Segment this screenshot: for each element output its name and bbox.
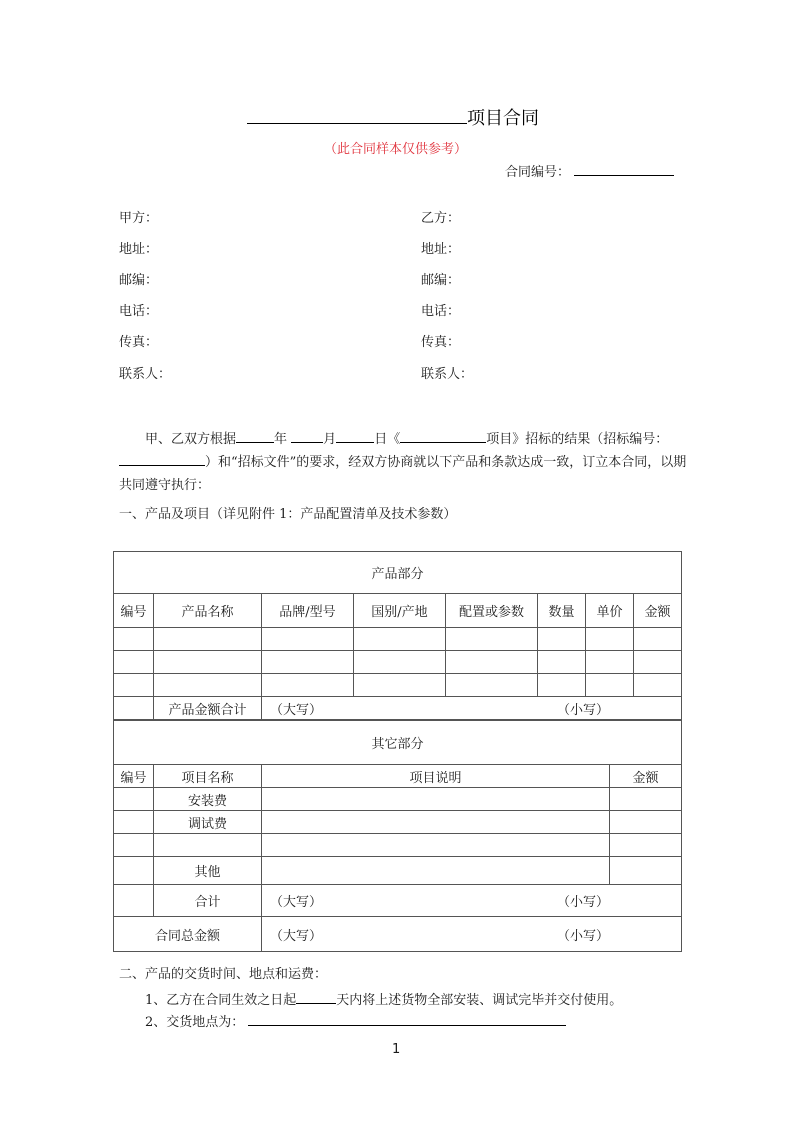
table-row: 调试费 [114,811,682,834]
party-b-contact: 联系人： [421,367,474,382]
section-2-heading: 二、产品的交货时间、地点和运费： [119,967,328,982]
party-a-label: 甲方： [119,211,159,226]
party-b-fax: 传真： [421,335,461,350]
table-row: 其他 [114,857,682,885]
project-name-blank[interactable] [247,123,467,124]
product-header-row: 编号 产品名称 品牌/型号 国别/产地 配置或参数 数量 单价 金额 [114,594,682,628]
contract-table [113,551,682,720]
party-b-postcode: 邮编： [421,273,461,288]
party-a-address: 地址： [119,242,159,257]
page-number: 1 [392,1042,401,1057]
year-blank[interactable] [236,442,274,443]
tender-project-blank[interactable] [400,442,486,443]
page-title: 项目合同 [247,104,539,130]
table-row: 安装费 [114,788,682,811]
party-a-fax: 传真： [119,335,159,350]
product-section-title: 产品部分 [114,552,682,594]
party-a-postcode: 邮编： [119,273,159,288]
table-row [114,651,682,674]
other-table [113,720,682,952]
delivery-time: 1、乙方在合同生效之日起 天内将上述货物全部安装、调试完毕并交付使用。 [145,993,623,1008]
party-b-phone: 电话： [421,304,461,319]
contract-number: 合同编号： [505,161,674,180]
section-1-heading: 一、产品及项目（详见附件 1：产品配置清单及技术参数） [119,507,457,522]
contract-number-blank[interactable] [574,175,674,176]
sample-note: （此合同样本仅供参考） [324,142,468,157]
intro-paragraph: 甲、乙双方根据 年 月 日《 项目》招标的结果（招标编号：）和“招标文件”的要求，经双方协商就以下产品和条款达成一致，订立本合同，以期共同遵守执行： [119,432,687,493]
other-section-title: 其它部分 [114,721,682,765]
month-blank[interactable] [291,442,323,443]
delivery-place: 2、交货地点为： [145,1011,566,1030]
party-b-label: 乙方： [421,211,461,226]
party-a-phone: 电话： [119,304,159,319]
day-blank[interactable] [336,442,374,443]
delivery-days-blank[interactable] [296,1003,336,1004]
table-row [114,834,682,857]
table-row [114,674,682,697]
subtotal-row: 合计 （大写） （小写） [114,885,682,917]
grand-total-row: 合同总金额 （大写） （小写） [114,917,682,952]
tender-number-blank[interactable] [119,465,205,466]
other-header-row: 编号 项目名称 项目说明 金额 [114,765,682,788]
delivery-place-blank[interactable] [248,1025,566,1026]
party-a-contact: 联系人： [119,367,172,382]
party-b-address: 地址： [421,242,461,257]
table-row [114,628,682,651]
product-total-row: 产品金额合计 （大写） （小写） [114,697,682,720]
